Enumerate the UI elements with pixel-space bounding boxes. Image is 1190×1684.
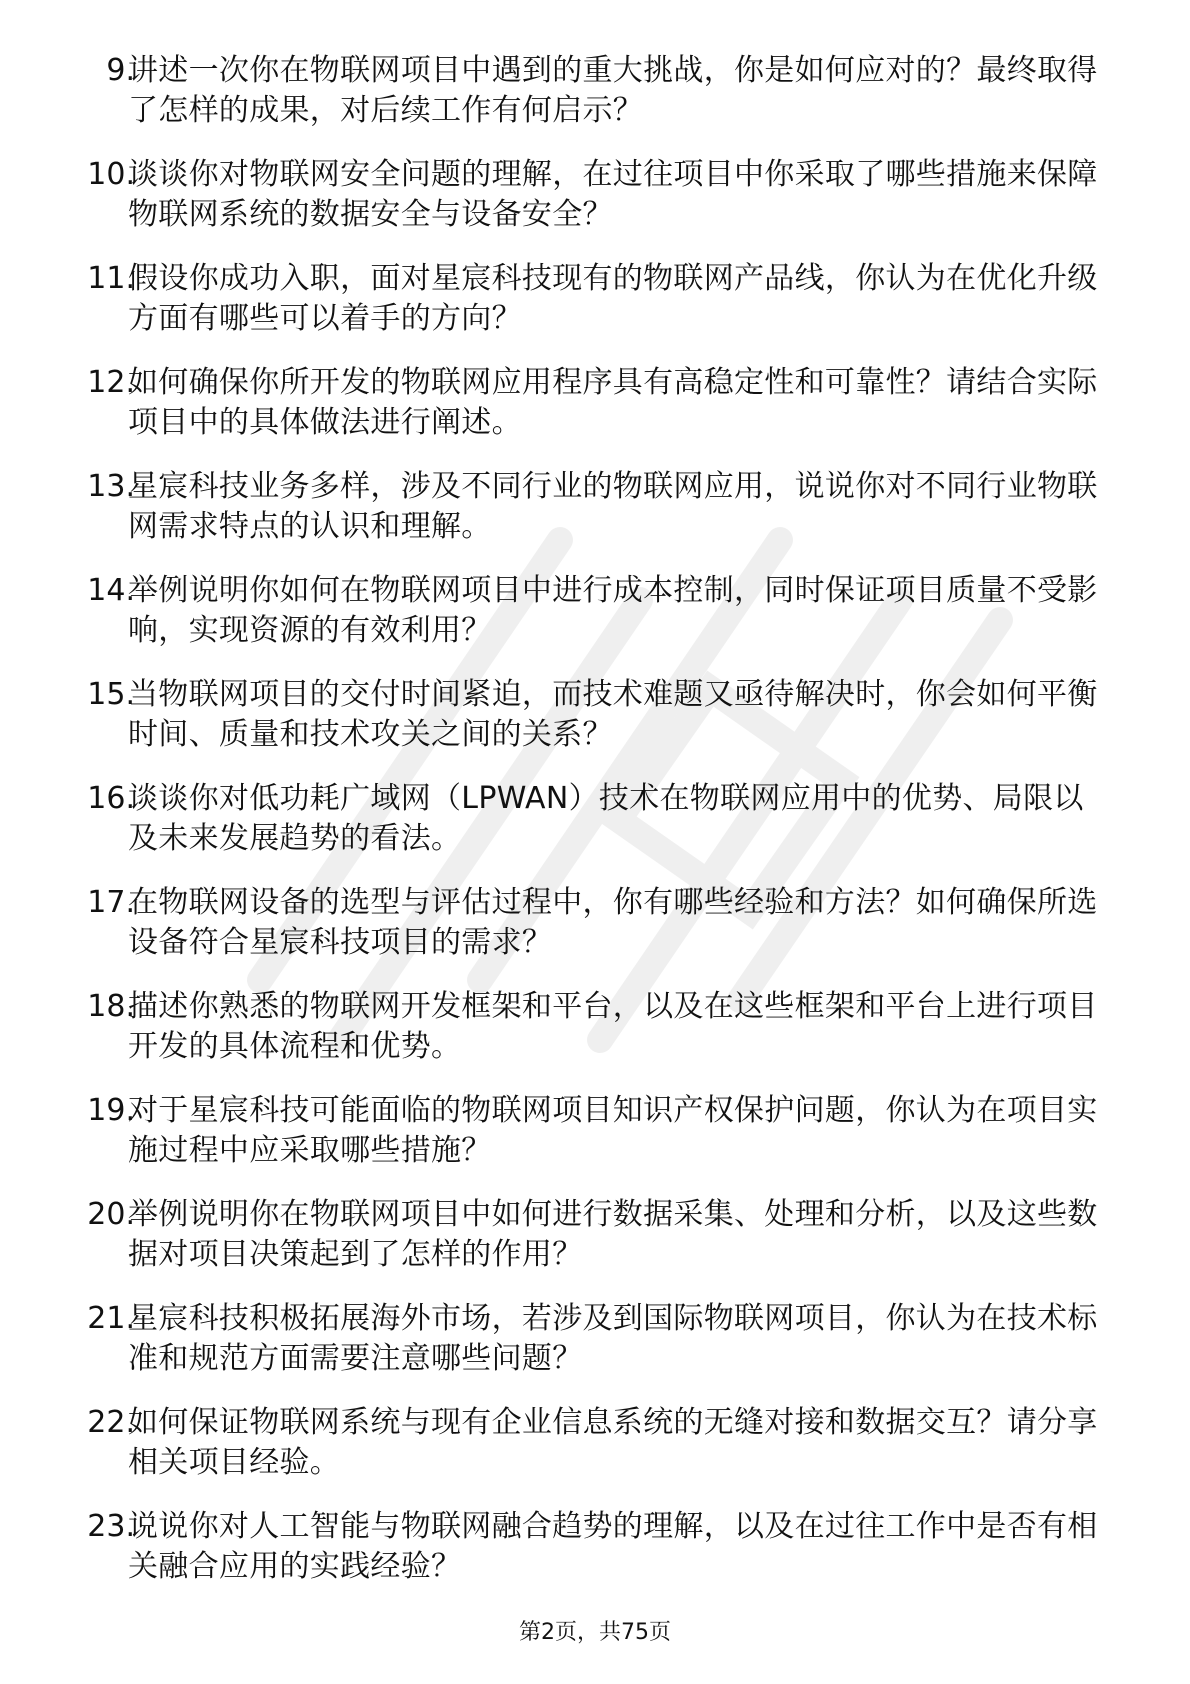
- question-text: 谈谈你对物联网安全问题的理解，在过往项目中你采取了哪些措施来保障物联网系统的数据安全与设备安全？: [128, 157, 1098, 232]
- list-item: [0, 669, 1190, 773]
- question-number: 16.: [87, 781, 135, 816]
- question-text: 星宸科技业务多样，涉及不同行业的物联网应用，说说你对不同行业物联网需求特点的认识和理解。: [128, 469, 1098, 544]
- question-text: 讲述一次你在物联网项目中遇到的重大挑战，你是如何应对的？最终取得了怎样的成果，对后续工作有何启示？: [128, 53, 1098, 128]
- question-number: 11.: [87, 261, 135, 296]
- question-number: 15.: [87, 677, 135, 712]
- question-number: 18.: [87, 989, 135, 1024]
- list-item: [0, 981, 1190, 1085]
- question-number: 21.: [87, 1301, 135, 1336]
- list-item: [0, 773, 1190, 877]
- list-item: [0, 1085, 1190, 1189]
- page-number-label: 第2页，共75页: [519, 1620, 671, 1645]
- list-item: [0, 253, 1190, 357]
- list-item: [0, 565, 1190, 669]
- question-number: 23.: [87, 1509, 135, 1544]
- list-item: [0, 1501, 1190, 1605]
- question-number: 17.: [87, 885, 135, 920]
- question-text: 假设你成功入职，面对星宸科技现有的物联网产品线，你认为在优化升级方面有哪些可以着手的方向？: [128, 261, 1098, 336]
- list-item: [0, 357, 1190, 461]
- list-item: [0, 1397, 1190, 1501]
- question-text: 举例说明你如何在物联网项目中进行成本控制，同时保证项目质量不受影响，实现资源的有效利用？: [128, 573, 1098, 648]
- question-number: 13.: [87, 469, 135, 504]
- list-item: [0, 1189, 1190, 1293]
- question-text: 描述你熟悉的物联网开发框架和平台，以及在这些框架和平台上进行项目开发的具体流程和优势。: [128, 989, 1098, 1064]
- question-text: 当物联网项目的交付时间紧迫，而技术难题又亟待解决时，你会如何平衡时间、质量和技术攻关之间的关系？: [128, 677, 1098, 752]
- question-number: 19.: [87, 1093, 135, 1128]
- list-item: [0, 45, 1190, 149]
- question-text: 如何确保你所开发的物联网应用程序具有高稳定性和可靠性？请结合实际项目中的具体做法进行阐述。: [128, 365, 1098, 440]
- question-number: 14.: [87, 573, 135, 608]
- question-text: 举例说明你在物联网项目中如何进行数据采集、处理和分析，以及这些数据对项目决策起到了怎样的作用？: [128, 1197, 1098, 1272]
- question-text: 对于星宸科技可能面临的物联网项目知识产权保护问题，你认为在项目实施过程中应采取哪些措施？: [128, 1093, 1098, 1168]
- question-text: 星宸科技积极拓展海外市场，若涉及到国际物联网项目，你认为在技术标准和规范方面需要注意哪些问题？: [128, 1301, 1098, 1376]
- question-number: 22.: [87, 1405, 135, 1440]
- page-footer: [0, 1618, 1190, 1648]
- list-item: [0, 461, 1190, 565]
- list-item: [0, 1293, 1190, 1397]
- question-list: [0, 45, 1190, 1605]
- list-item: [0, 149, 1190, 253]
- question-number: 12.: [87, 365, 135, 400]
- question-number: 10.: [87, 157, 135, 192]
- question-text: 说说你对人工智能与物联网融合趋势的理解，以及在过往工作中是否有相关融合应用的实践经验？: [128, 1509, 1098, 1584]
- question-text: 如何保证物联网系统与现有企业信息系统的无缝对接和数据交互？请分享相关项目经验。: [128, 1405, 1098, 1480]
- question-text: 在物联网设备的选型与评估过程中，你有哪些经验和方法？如何确保所选设备符合星宸科技项目的需求？: [128, 885, 1098, 960]
- question-text: 谈谈你对低功耗广域网（LPWAN）技术在物联网应用中的优势、局限以及未来发展趋势的看法。: [128, 781, 1084, 856]
- question-number: 9.: [106, 53, 135, 88]
- list-item: [0, 877, 1190, 981]
- question-number: 20.: [87, 1197, 135, 1232]
